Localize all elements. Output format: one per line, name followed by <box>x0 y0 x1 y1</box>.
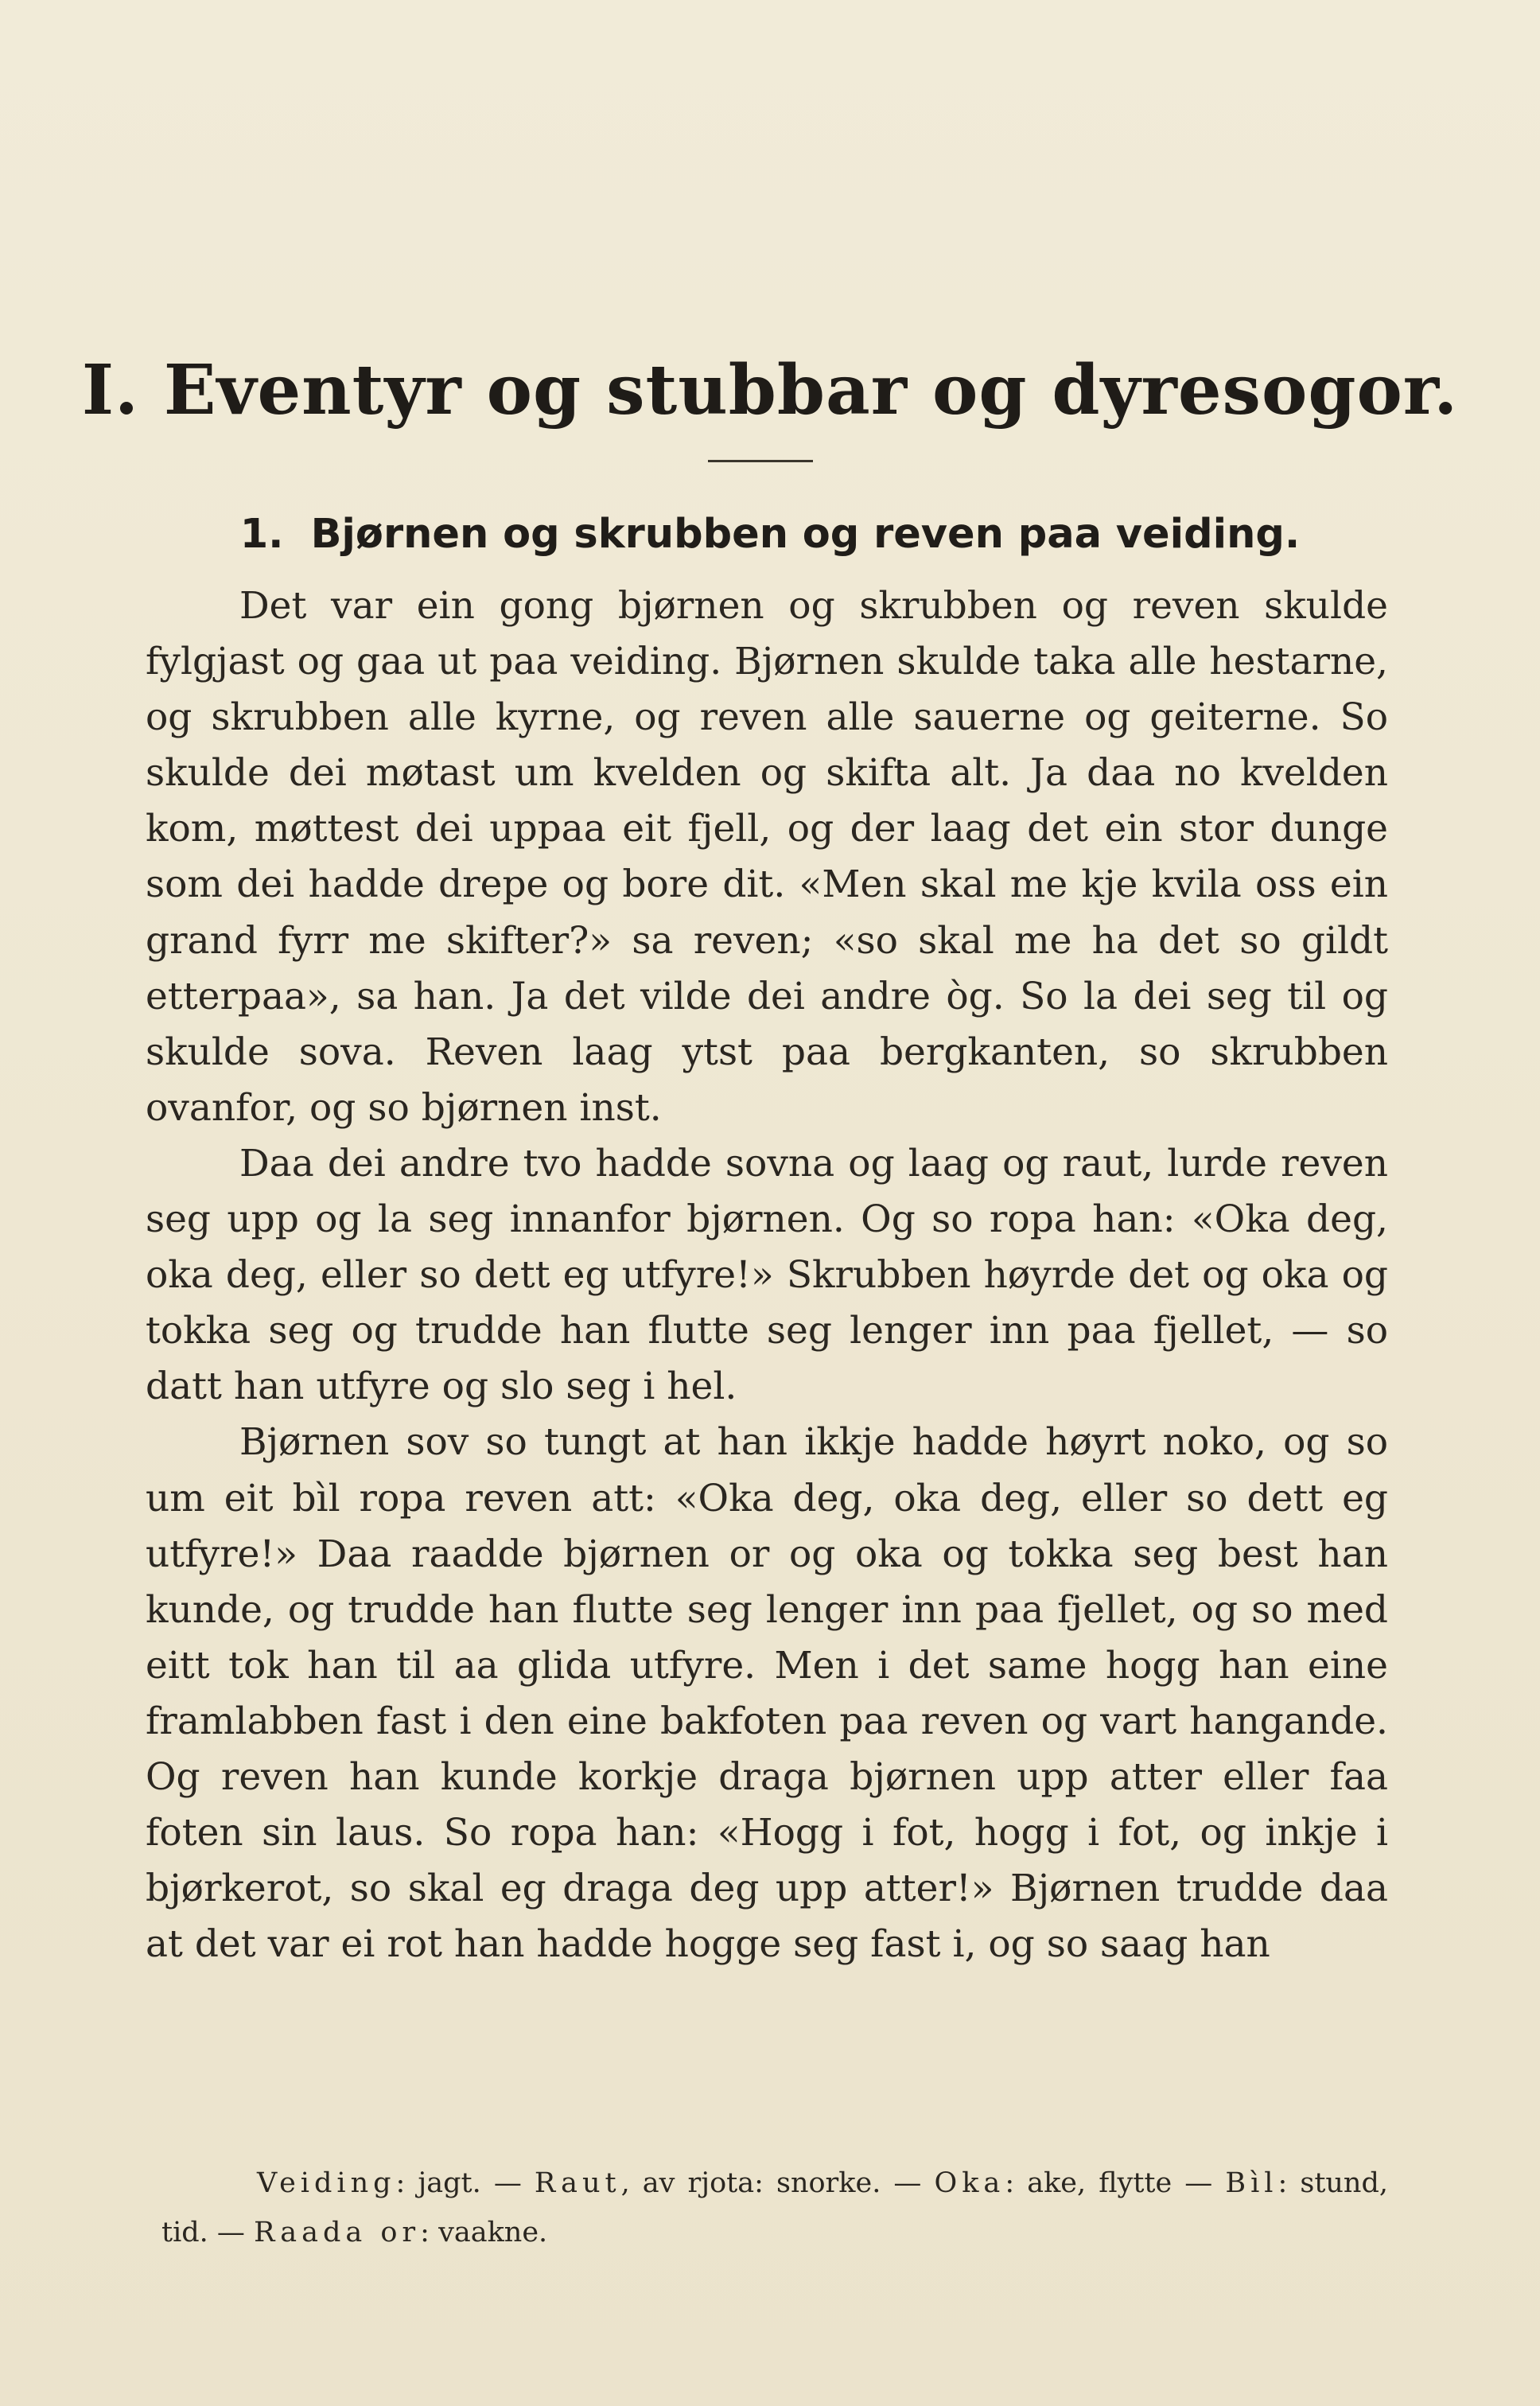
story-number: 1. <box>239 511 284 558</box>
story-title <box>0 511 1540 558</box>
heading-divider <box>708 460 813 462</box>
paragraph: Bjørnen sov so tungt at han ikkje hadde høyrt noko, og so um eit bìl ropa reven att: «Oka deg, oka deg, eller so dett eg utfyre!» Daa raadde bjørnen or og oka og tokka seg best han kunde, og trudde han flutte seg lenger inn paa fjellet, og so med eitt tok han til aa glida utfyre. Men i det same hogg han eine framlabben fast i den eine bakfoten paa reven og vart hangande. Og reven han kunde korkje draga bjørnen upp atter eller faa foten sin laus. So ropa han: «Hogg i fot, hogg i fot, og inkje i bjørkerot, so skal eg draga deg upp atter!» Bjørnen trudde daa at det var ei rot han hadde hogge seg fast i, og so saag han <box>146 1420 1388 1967</box>
glossary-definition: ake, flytte <box>1027 2167 1172 2199</box>
glossary-definition: jagt. <box>418 2167 481 2199</box>
paragraph: Det var ein gong bjørnen og skrubben og reven skulde fylgjast og gaa ut paa veiding. Bjørnen skulde taka alle hestarne, og skrubben alle kyrne, og reven alle sauerne og geiterne. So skulde dei møtast um kvelden og skifta alt. Ja daa no kvelden kom, møttest dei uppaa eit fjell, og der laag det ein stor dunge som dei hadde drepe og bore dit. «Men skal me kje kvila oss ein grand fyrr me skifter?» sa reven; «so skal me ha det so gildt etterpaa», sa han. Ja det vilde dei andre òg. So la dei seg til og skulde sova. Reven laag ytst paa bergkanten, so skrubben ovanfor, og so bjørnen inst. <box>146 584 1388 1130</box>
glossary-definition: vaakne. <box>438 2217 548 2248</box>
glossary-term: Veiding <box>257 2167 396 2199</box>
glossary-term: Raada or <box>254 2217 421 2248</box>
glossary-definition: stund, tid. <box>161 2167 1388 2248</box>
glossary-footnotes <box>161 2159 1388 2257</box>
glossary-term: Bìl <box>1225 2167 1278 2199</box>
glossary-line: Veiding: jagt. — Raut, av rjota: snorke. — Oka: ake, flytte — Bìl: stund, tid. — Raada or: vaakne. <box>161 2167 1388 2248</box>
story-body <box>146 578 1388 1972</box>
chapter-heading: I. Eventyr og stubbar og dyresogor. <box>81 350 1459 430</box>
glossary-term: Raut <box>534 2167 621 2199</box>
paragraph: Daa dei andre tvo hadde sovna og laag og raut, lurde reven seg upp og la seg innanfor bjørnen. Og so ropa han: «Oka deg, oka deg, eller so dett eg utfyre!» Skrubben høyrde det og oka og tokka seg og trudde han flutte seg lenger inn paa fjellet, — so datt han utfyre og slo seg i hel. <box>146 1141 1388 1409</box>
glossary-term: Oka <box>934 2167 1005 2199</box>
glossary-definition: av rjota: snorke. <box>642 2167 881 2199</box>
story-title-text: Bjørnen og skrubben og reven paa veiding. <box>310 511 1301 558</box>
